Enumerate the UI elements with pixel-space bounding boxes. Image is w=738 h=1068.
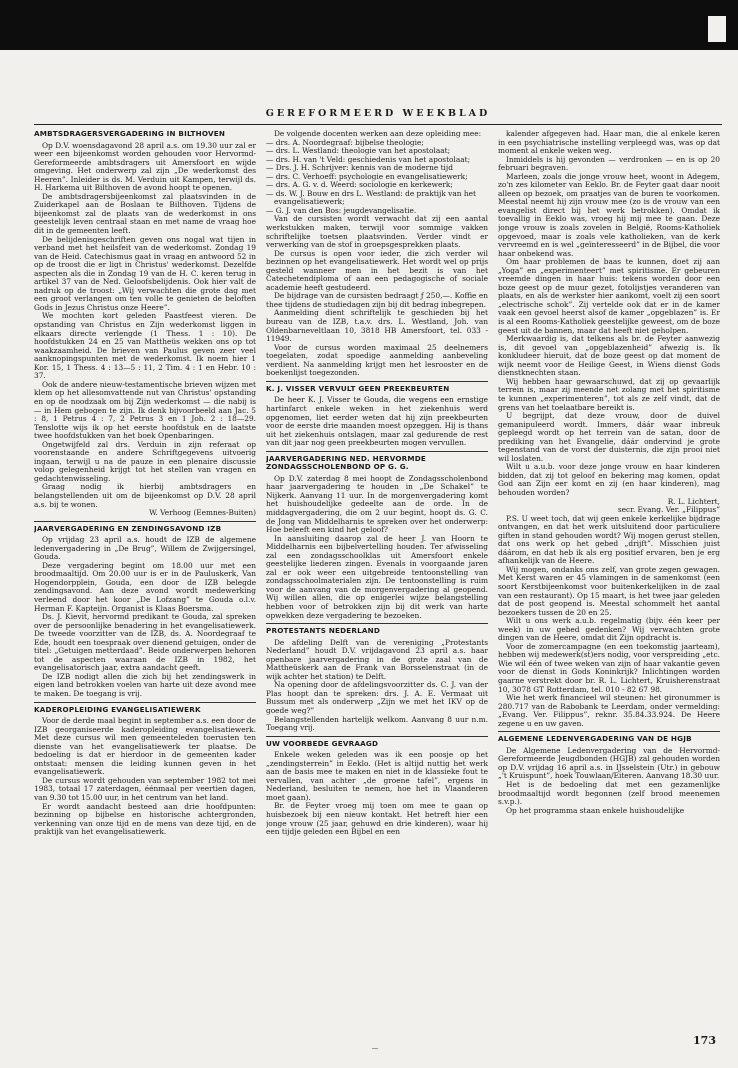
paragraph: De Algemene Ledenvergadering van de Hervormd-Gereformeerde Jeugdbonden (HGJB) zal gehouden worden op D.V. vrijdag 16 april a.s. in IJsselstein (Utr.) in gebouw „'t Kruispunt”, hoek Touwlaan/Eiteren. Aanvang 18.30 uur. bbox=[498, 745, 720, 781]
column-3 bbox=[498, 130, 720, 1032]
paragraph: We mochten kort geleden Paastfeest vieren. De opstanding van Christus en Zijn wederkomst liggen in elkaars directe verlengde (1 Thess. 1 : 10). De hoofdstukken 24 en 25 van Mattheüs wekken ons op tot waakzaamheid. De brieven van Paulus geven zeer veel aanknopingspunten met de wederkomst. Ik noem hier 1 Kor. 15, 1 Thess. 4 : 13—5 : 11, 2 Tim. 4 : 1 en Hebr. 10 : 37. bbox=[34, 311, 256, 381]
paragraph: Om haar problemen de baas te kunnen, doet zij aan „Yoga” en „experimenteert” met spiritisme. Er gebeuren vreemde dingen in haar huis: tekens worden door een boze geest op de muur gezet, fotolijstjes veranderen van plaats, en als de werkster hier aankomt, voelt zij een soort „electrische schok”. Zij vertelde ook dat er in de kamer vaak een gevoel heerst alsof de kamer „opgeblazen” is. Er is al een Rooms-Katholiek geestelijke geweest, om de boze geest uit de bannen, maar dat heeft niet geholpen. bbox=[498, 257, 720, 335]
top-scan-band bbox=[0, 0, 738, 50]
paragraph: Op het programma staan enkele huishoudelijke bbox=[506, 805, 685, 815]
article-heading: K. J. VISSER VERVULT GEEN PREEKBEURTEN bbox=[266, 381, 488, 394]
paragraph: De cursus is open voor ieder, die zich verder wil bezinnen op het evangelisatiewerk. Het wordt wel op prijs gesteld wanneer men in het bezit is van het Catechetendiploma of aan een pedagogische of sociale academie heeft gestudeerd. bbox=[266, 248, 488, 292]
paragraph: De volgende docenten werken aan deze opleiding mee: bbox=[274, 130, 482, 138]
paragraph: Aanmelding dient schriftelijk te geschieden bij het bureau van de IZB, t.a.v. drs. L. Westland, Joh. van Oldenbarneveltlaan 10, 3818 HB Amersfoort, tel. 033 - 11949. bbox=[266, 308, 488, 344]
article-section bbox=[498, 130, 720, 728]
paragraph: Wilt u a.u.b. voor deze jonge vrouw en haar kinderen bidden, dat zij tot geloof en bekering mag komen, opdat God aan Zijn eer komt en zij (en haar kinderen), mag behouden worden? bbox=[498, 462, 720, 497]
paragraph: Op D.V. woensdagavond 28 april a.s. om 19.30 uur zal er weer een bijeenkomst worden gehouden voor Hervormd-Gereformeerde ambtsdragers uit Amersfoort en wijde omgeving. Het onderwerp zal zijn „De wederkomst des Heeren”. Inleider is ds. M. Verduin uit Kampen, terwijl ds. H. Harkema uit Bilthoven de avond hoopt te openen. bbox=[34, 140, 256, 193]
article-heading: UW VOORBEDE GEVRAAGD bbox=[266, 736, 488, 749]
article-heading: KADEROPLEIDING EVANGELISATIEWERK bbox=[34, 702, 256, 715]
signature: W. Verhoog (Eemnes-Buiten) bbox=[149, 508, 256, 518]
header-rule bbox=[34, 124, 722, 125]
paragraph: De heer K. J. Visser te Gouda, die wegens een ernstige hartinfarct enkele weken in het ziekenhuis werd opgenomen, liet eerder weten dat hij zijn preekbeurten voor de eerste drie maanden moest opzeggen. Hij is thans uit het ziekenhuis ontslagen, maar zal gedurende de rest van dit jaar nog geen preekbeurten mogen vervullen. bbox=[266, 395, 488, 448]
paragraph: Wilt u ons werk a.u.b. regelmatig (bijv. één keer per week) in uw gebed gedenken? Wij verwachten grote dingen van de Heere, omdat dit Zijn opdracht is. bbox=[498, 616, 720, 643]
article-heading: AMBTSDRAGERSVERGADERING IN BILTHOVEN bbox=[34, 130, 226, 138]
article-section bbox=[266, 130, 488, 378]
article-section bbox=[34, 130, 256, 518]
article-heading: JAARVERGADERING EN ZENDINGSAVOND IZB bbox=[34, 521, 256, 534]
paragraph: Voor de derde maal begint in september a.s. een door de IZB georganiseerde kaderopleiding evangelisatiewerk. Met deze cursus wil men gemeenteleden toerusten ten dienste van het evangelisatiewerk ter plaatse. De bedoeling is dat er hierdoor in de gemeenten kader ontstaat: mensen die leiding kunnen geven in het evangelisatiewerk. bbox=[34, 716, 256, 777]
article-section bbox=[34, 521, 256, 699]
paragraph: Enkele weken geleden was ik een poosje op het „zendingsterrein” in Eeklo. (Het is altijd nuttig het werk aan de basis mee te maken en niet in de klassieke fout te vervallen, van achter „de groene tafel”, ergens in Nederland, besluiten te nemen, hoe het in Vlaanderen moet gaan). bbox=[266, 750, 488, 802]
paragraph: Ook de andere nieuw-testamentische brieven wijzen met klem op het allesomvattende nut van Christus' opstanding en op de noodzaak om bij Zijn wederkomst — die nabij is — in Hem gebogen te zijn. Ik denk bijvoorbeeld aan Jac. 5 : 8, 1 Petrus 4 : 7, 2 Petrus 3 en 1 Joh. 2 : 18—29. Tenslotte wijs ik op het eerste hoofdstuk en de laatste twee hoofdstukken van het boek Openbaringen. bbox=[34, 379, 256, 441]
paragraph: De cursus wordt gehouden van september 1982 tot mei 1983, totaal 17 zaterdagen, éénmaal per veertien dagen, van 9.30 tot 15.00 uur, in het centrum van het land. bbox=[34, 775, 256, 803]
paragraph: Marleen, zoals die jonge vrouw heet, woont in Adegem, zo'n zes kilometer van Eeklo. Br. de Feyter gaat daar nooit alleen op bezoek, om praatjes van de buren te voorkomen. Meestal neemt hij zijn vrouw mee (zo is de vrouw van een evangelist direct bij het werk betrokken). Omdat ik toevallig in Eeklo was, vroeg hij mij mee te gaan. Deze jonge vrouw is zoals zovelen in België, Rooms-Katholiek opgevoed, maar is zoals vele katholieken, van de kerk vervreemd en is wel „geïnteresseerd” in de Bijbel, die voor haar onbekend was. bbox=[498, 171, 720, 258]
article-heading: ALGEMENE LEDENVERGADERING VAN DE HGJB bbox=[498, 731, 720, 744]
paragraph: Op vrijdag 23 april a.s. houdt de IZB de algemene ledenvergadering in „De Brug”, Willem de Zwijgersingel, Gouda. bbox=[34, 535, 256, 562]
paragraph: De ambtsdragersbijeenkomst zal plaatsvinden in de Zuiderkapel aan de Boslaan te Bilthoven. Tijdens de bijeenkomst zal de plaats van de wederkomst in ons geestelijk leven centraal staan en met name de vraag hoe dit in de gemeenten leeft. bbox=[34, 191, 256, 236]
paragraph: Wie het werk financieel wil steunen: het gironummer is 280.717 van de Rabobank te Leerdam, onder vermelding: „Evang. Ver. Filippus”, reknr. 35.84.33.924. De Heere zegene u en uw gaven. bbox=[498, 693, 720, 728]
paragraph: Van de cursisten wordt verwacht dat zij een aantal werkstukken maken, terwijl voor sommige vakken schriftelijke toetsen plaatsvinden. Verder vindt er verwerking van de stof in groepsgesprekken plaats. bbox=[266, 214, 488, 250]
paragraph: Wij hebben haar gewaarschuwd, dat zij op gevaarlijk terrein is, maar zij meende net zolang met het spiritisme te kunnen „experimenteren”, tot als ze zelf vindt, dat de grens van het toelaatbare bereikt is. bbox=[498, 376, 720, 412]
page-corner-mark bbox=[708, 16, 726, 42]
publication-header: GEREFORMEERD WEEKBLAD bbox=[265, 108, 491, 119]
list-item: — Drs. J. H. Schrijver: kennis van de moderne tijd bbox=[266, 163, 453, 173]
article-section bbox=[266, 736, 488, 837]
paragraph: Voor de cursus worden maximaal 25 deelnemers toegelaten, zodat spoedige aanmelding aanbeveling verdient. Na aanmelding krijgt men het lesrooster en de boekenlijst toegezonden. bbox=[266, 342, 488, 378]
paragraph: De bijdrage van de cursisten bedraagt ƒ 250,—. Koffie en thee tijdens de studiedagen zijn bij dit bedrag inbegrepen. bbox=[266, 291, 488, 309]
paragraph: Er wordt aandacht besteed aan drie hoofdpunten: bezinning op bijbelse en historische achtergronden, verkenning van onze tijd en de mens van deze tijd, en de praktijk van het evangelisatiewerk. bbox=[34, 801, 256, 837]
paragraph: Ongetwijfeld zal drs. Verduin in zijn referaat op voorenstaande en andere Schriftgegevens uitvoerig ingaan, terwijl u na de pauze in een plenaire discussie volop gelegenheid krijgt tot het stellen van vragen en gedachtenwisseling. bbox=[34, 439, 256, 483]
list-item: — drs. H. van 't Veld: geschiedenis van het apostolaat; bbox=[266, 154, 471, 164]
article-section bbox=[266, 623, 488, 733]
paragraph: Deze vergadering begint om 18.00 uur met een broodmaaltijd. Om 20.00 uur is er in de Pauluskerk, Van Hogendorpplein, Gouda, een door de IZB belegde zendingsavond. Aan deze avond wordt medewerking verleend door het koor „De Lofzang” te Gouda o.l.v. Herman F. Kapteijn. Organist is Klaas Boersma. bbox=[34, 560, 256, 613]
paragraph: Belangstellenden hartelijk welkom. Aanvang 8 uur n.m. Toegang vrij. bbox=[266, 714, 488, 733]
list-item: — G. J. van den Bos: jeugdevangelisatie. bbox=[266, 205, 417, 215]
signature-line: secr. Evang. Ver. „Filippus” bbox=[617, 505, 720, 515]
article-section bbox=[498, 731, 720, 815]
column-1 bbox=[34, 130, 256, 1032]
paragraph: Ds. J. Kievit, hervormd predikant te Gouda, zal spreken over de persoonlijke benadering in het evangelisatiewerk. De tweede voorzitter van de IZB, ds. A. Noordegraaf te Ede, houdt een toespraak over dienend getuigen, onder de titel: „Getuigen metterdaad”. Beide onderwerpen behoren tot de aspecten waaraan de IZB in 1982, het evangelisatorisch jaar, extra aandacht geeft. bbox=[34, 612, 256, 673]
list-item: — drs. L. Westland: theologie van het apostolaat; bbox=[266, 146, 451, 156]
paragraph: Op D.V. zaterdag 8 mei hoopt de Zondagsscholenbond haar jaarvergadering te houden in „De Schakel” te Nijkerk. Aanvang 11 uur. In de morgenvergadering komt het huishoudelijke gedeelte aan de orde. In de middagvergadering, die om 2 uur begint, hoopt ds. G. C. de Jong van Middelharnis te spreken over het onderwerp: Hoe beleeft een kind het geloof? bbox=[266, 473, 488, 535]
bottom-mark bbox=[372, 1048, 378, 1049]
paragraph: In aansluiting daarop zal de heer J. van Hoorn te Middelharnis een bijbelvertelling houden. Ter afwisseling zal een zondagsschoolklas uit Amersfoort enkele geestelijke liederen zingen. Evenals in voorgaande jaren zal er ook weer een uitgebreide tentoonstelling van zondagsschoolmaterialen zijn. De tentoonstelling is ruim voor de aanvang van de morgenvergadering al geopend. Wij willen allen, die op enigerlei wijze belangstelling hebben voor of betrokken zijn bij dit werk van harte opwekken deze vergadering te bezoeken. bbox=[266, 533, 488, 620]
paragraph: De IZB nodigt allen die zich bij het zendingswerk in eigen land betrokken voelen van harte uit deze avond mee te maken. De toegang is vrij. bbox=[34, 671, 256, 698]
paragraph: Br. de Feyter vroeg mij toen om mee te gaan op huisbezoek bij een nieuw kontakt. Het betreft hier een jonge vrouw (25 jaar, gehuwd en drie kinderen), waar hij een tijdje geleden een Bijbel en een bbox=[266, 801, 488, 837]
paragraph: Merkwaardig is, dat telkens als br. de Feyter aanwezig is, dit gevoel van „opgeblazenheid” afwezig is. Ik konkludeer hieruit, dat de boze geest op dat moment de wijk neemt voor de Heilige Geest, in Wiens dienst Gods dienstknechten staan. bbox=[498, 334, 720, 378]
article-heading: JAARVERGADERING NED. HERVORMDE ZONDAGSSCHOLENBOND OP G. G. bbox=[266, 451, 488, 472]
paragraph: Na opening door de afdelingsvoorzitter ds. C. J. van der Plas hoopt dan te spreken: drs. J. A. E. Vermaat uit Bussum met als onderwerp „Zijn we met het IKV op de goede weg?” bbox=[266, 680, 488, 715]
paragraph: Inmiddels is hij gevonden — verdronken — en is op 20 februari begraven. bbox=[498, 154, 720, 173]
paragraph: Graag nodig ik hierbij ambtsdragers en belangstellenden uit om de bijeenkomst op D.V. 28 april a.s. bij te wonen. bbox=[34, 482, 256, 509]
paragraph: De belijdenisgeschriften geven ons nogal wat tijen in verband met het heilsfeit van de wederkomst. Zondag 19 van de Heid. Catechismus gaat in vraag en antwoord 52 in op de troost die er ligt in Christus' wederkomst. Dezelfde aspecten als die in Zondag 19 van de H. C. keren terug in artikel 37 van de Ned. Geloofsbelijdenis. Ook hier valt de nadruk op de troost: „Wij verwachten die grote dag met een groot verlangen om ten volle te genieten de beloften Gods in Jezus Christus onze Heere”. bbox=[34, 234, 256, 312]
paragraph: De afdeling Delft van de vereniging „Protestants Nederland” houdt D.V. vrijdagavond 23 april a.s. haar openbare jaarvergadering in de grote zaal van de Mattheüskerk aan de Frank van Borsselenstraat (in de wijk achter het station) te Delft. bbox=[266, 637, 488, 681]
list-item: — ds. W. J. Bouw en drs L. Westland: de praktijk van het evangelisatiewerk; bbox=[266, 188, 476, 207]
article-heading: PROTESTANTS NEDERLAND bbox=[266, 623, 488, 636]
paragraph: Voor de zomercampagne (en een toekomstig jaarteam), hebben wij medewerk(st)ers nodig, voor verspreiding „etc. Wie wil één of twee weken van zijn of haar vakantie geven voor de dienst in Gods Koninkrijk? Inlichtingen worden gaarne verstrekt door br. R. L. Lichtert, Kruisherenstraat 10, 3078 GT Rotterdam, tel. 010 - 82 67 98. bbox=[498, 641, 720, 694]
article-section bbox=[266, 451, 488, 620]
paragraph: P.S. U weet toch, dat wij geen enkele kerkelijke bijdrage ontvangen, en dat het werk uitsluitend door particuliere giften in stand gehouden wordt? Wij mogen gerust stellen, dat ons werk op het gebed „drijft”. Misschien juist dáárom, en dat heb ik als erg positief ervaren, ben je erg afhankelijk van de Heere. bbox=[498, 513, 720, 566]
paragraph: kalender afgegeven had. Haar man, die al enkele keren in een psychiatrische instelling verpleegd was, was op dat moment al enkele weken weg. bbox=[498, 130, 720, 156]
list-item: — drs. A. G. v. d. Weerd: sociologie en kerkewerk; bbox=[266, 180, 453, 190]
list-item: — drs. C. Verhoeff: psychologie en evangelisatiewerk; bbox=[266, 171, 468, 181]
teacher-list bbox=[266, 139, 488, 216]
article-section bbox=[266, 381, 488, 448]
article-section bbox=[34, 702, 256, 837]
column-2 bbox=[266, 130, 488, 1032]
list-item: — drs. A. Noordegraaf: bijbelse theologie; bbox=[266, 137, 424, 147]
page-number: 173 bbox=[693, 1034, 716, 1047]
paragraph: Wij mogen, ondanks ons zelf, van grote zegen gewagen. Met Kerst waren er 45 vlamingen in de samenkomst (een soort Kerstbijeenkomst voor buitenkerkelijken in de zaal van een restaurant). Op 15 maart, is het twee jaar geleden dat de post geopend is. Meestal schommelt het aantal bezoekers tussen de 20 en 25. bbox=[498, 564, 720, 617]
paragraph: Het is de bedoeling dat met een gezamenlijke broodmaaltijd wordt begonnen (zelf brood meenemen s.v.p.). bbox=[498, 780, 720, 807]
paragraph: U begrijpt, dat deze vrouw, door de duivel gemanipuleerd wordt. Immers, dáár waar inbreuk gepleegd wordt op het terrein van de satan, door de prediking van het Evangelie, dáár ondervind je grote tegenstand van de vorst der duisternis, die zijn prooi niet wil loslaten. bbox=[498, 411, 720, 463]
signature-line: R. L. Lichtert, bbox=[667, 496, 720, 506]
